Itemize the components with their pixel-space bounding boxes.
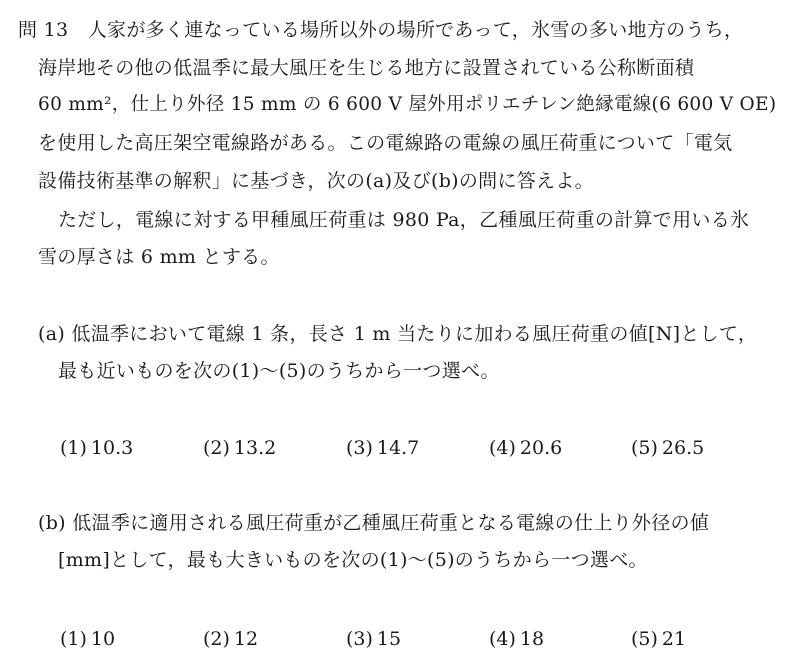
choice-number: (5) xyxy=(631,628,658,650)
choice-a-4[interactable] xyxy=(489,436,562,460)
problem-line-4: を使用した高圧架空電線路がある。この電線路の電線の風圧荷重について「電気 xyxy=(38,132,733,154)
question-a-choices xyxy=(0,436,797,464)
choice-value: 12 xyxy=(233,628,259,650)
choice-number: (1) xyxy=(60,628,87,650)
choice-a-3[interactable] xyxy=(346,436,419,460)
choice-b-4[interactable] xyxy=(489,627,544,651)
choice-value: 13.2 xyxy=(233,437,277,459)
choice-number: (2) xyxy=(203,628,230,650)
question-a-line-1: (a) 低温季において電線 1 条，長さ 1 m 当たりに加わる風圧荷重の値[N]として， xyxy=(38,323,758,345)
choice-value: 18 xyxy=(519,628,545,650)
choice-b-1[interactable] xyxy=(60,627,115,651)
choice-value: 26.5 xyxy=(661,437,705,459)
choice-value: 21 xyxy=(661,628,687,650)
problem-line-3: 60 mm²，仕上り外径 15 mm の 6 600 V 屋外用ポリエチレン絶縁電線(6 600 V OE) xyxy=(38,94,777,115)
choice-value: 14.7 xyxy=(376,437,420,459)
choice-b-3[interactable] xyxy=(346,627,401,651)
choice-number: (3) xyxy=(346,628,373,650)
question-b-line-2: [mm]として，最も大きいものを次の(1)～(5)のうちから一つ選べ。 xyxy=(58,549,648,571)
choice-number: (5) xyxy=(631,437,658,459)
choice-value: 10.3 xyxy=(90,437,134,459)
question-b-line-1: (b) 低温季に適用される風圧荷重が乙種風圧荷重となる電線の仕上り外径の値 xyxy=(38,512,710,534)
problem-line-7: 雪の厚さは 6 mm とする。 xyxy=(38,246,280,268)
question-b-choices xyxy=(0,627,797,655)
question-a-line-2: 最も近いものを次の(1)～(5)のうちから一つ選べ。 xyxy=(58,360,500,382)
choice-value: 20.6 xyxy=(519,437,563,459)
choice-value: 15 xyxy=(376,628,402,650)
choice-number: (4) xyxy=(489,628,516,650)
problem-line-2: 海岸地その他の低温季に最大風圧を生じる地方に設置されている公称断面積 xyxy=(38,57,695,79)
choice-a-1[interactable] xyxy=(60,436,133,460)
choice-number: (2) xyxy=(203,437,230,459)
choice-number: (1) xyxy=(60,437,87,459)
choice-a-5[interactable] xyxy=(631,436,704,460)
choice-number: (4) xyxy=(489,437,516,459)
problem-line-6: ただし，電線に対する甲種風圧荷重は 980 Pa，乙種風圧荷重の計算で用いる氷 xyxy=(58,209,750,231)
choice-b-2[interactable] xyxy=(203,627,258,651)
choice-value: 10 xyxy=(90,628,116,650)
choice-number: (3) xyxy=(346,437,373,459)
choice-b-5[interactable] xyxy=(631,627,686,651)
choice-a-2[interactable] xyxy=(203,436,276,460)
problem-line-5: 設備技術基準の解釈」に基づき，次の(a)及び(b)の問に答えよ。 xyxy=(38,170,594,192)
problem-line-1: 問 13 人家が多く連なっている場所以外の場所であって，氷雪の多い地方のうち， xyxy=(18,19,744,41)
